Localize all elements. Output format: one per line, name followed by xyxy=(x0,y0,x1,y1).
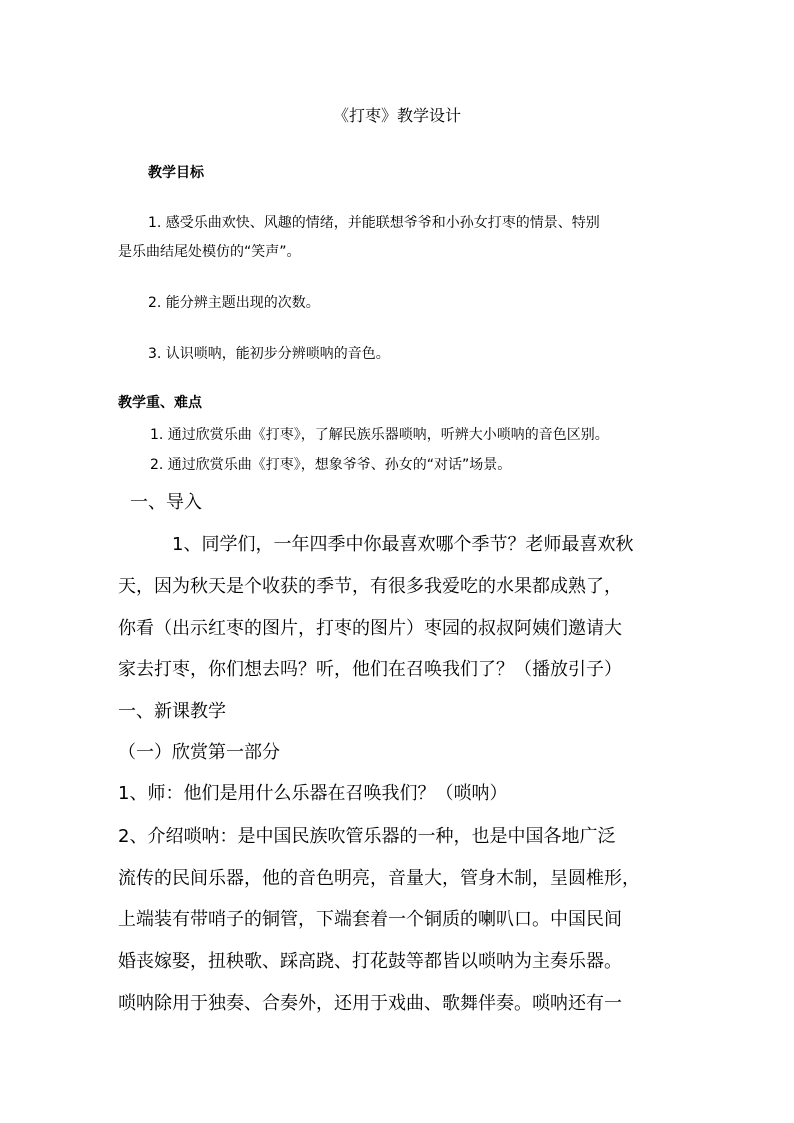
objective-item-1-line-2: 是乐曲结尾处模仿的“笑声”。 xyxy=(118,244,301,260)
objective-item-2: 2. 能分辨主题出现的次数。 xyxy=(148,295,320,311)
intro-paragraph-line-1: 1、同学们，一年四季中你最喜欢哪个季节？老师最喜欢秋 xyxy=(172,534,634,555)
suona-intro-line-2: 流传的民间乐器，他的音色明亮，音量大，管身木制，呈圆椎形， xyxy=(118,868,640,889)
suona-intro-line-1: 2、介绍唢呐：是中国民族吹管乐器的一种，也是中国各地广泛 xyxy=(118,826,616,847)
objective-item-3: 3. 认识唢呐，能初步分辨唢呐的音色。 xyxy=(148,346,390,362)
new-lesson-question-1: 1、师：他们是用什么乐器在召唤我们？（唢呐） xyxy=(118,783,508,804)
objective-item-1-line-1: 1. 感受乐曲欢快、风趣的情绪，并能联想爷爷和小孙女打枣的情景、特别 xyxy=(148,215,600,231)
objectives-heading: 教学目标 xyxy=(148,165,204,181)
intro-heading: 一、导入 xyxy=(130,492,202,513)
suona-intro-line-3: 上端装有带哨子的铜管，下端套着一个铜质的喇叭口。中国民间 xyxy=(118,909,622,930)
key-point-item-1: 1. 通过欣赏乐曲《打枣》，了解民族乐器唢呐，听辨大小唢呐的音色区别。 xyxy=(150,427,609,443)
new-lesson-subheading: （一）欣赏第一部分 xyxy=(118,742,280,763)
new-lesson-heading: 一、新课教学 xyxy=(118,701,226,722)
suona-intro-line-4: 婚丧嫁娶，扭秧歌、踩高跷、打花鼓等都皆以唢呐为主奏乐器。 xyxy=(118,951,622,972)
key-points-heading: 教学重、难点 xyxy=(118,395,202,411)
key-point-item-2: 2. 通过欣赏乐曲《打枣》，想象爷爷、孙女的“对话”场景。 xyxy=(150,457,512,473)
intro-paragraph-line-2: 天，因为秋天是个收获的季节，有很多我爱吃的水果都成熟了， xyxy=(118,576,622,597)
intro-paragraph-line-4: 家去打枣，你们想去吗？听，他们在召唤我们了？（播放引子） xyxy=(118,659,622,680)
suona-intro-line-5: 唢呐除用于独奏、合奏外，还用于戏曲、歌舞伴奏。唢呐还有一 xyxy=(118,993,622,1014)
document-title: 《打枣》教学设计 xyxy=(332,106,461,125)
intro-paragraph-line-3: 你看（出示红枣的图片，打枣的图片）枣园的叔叔阿姨们邀请大 xyxy=(118,618,622,639)
